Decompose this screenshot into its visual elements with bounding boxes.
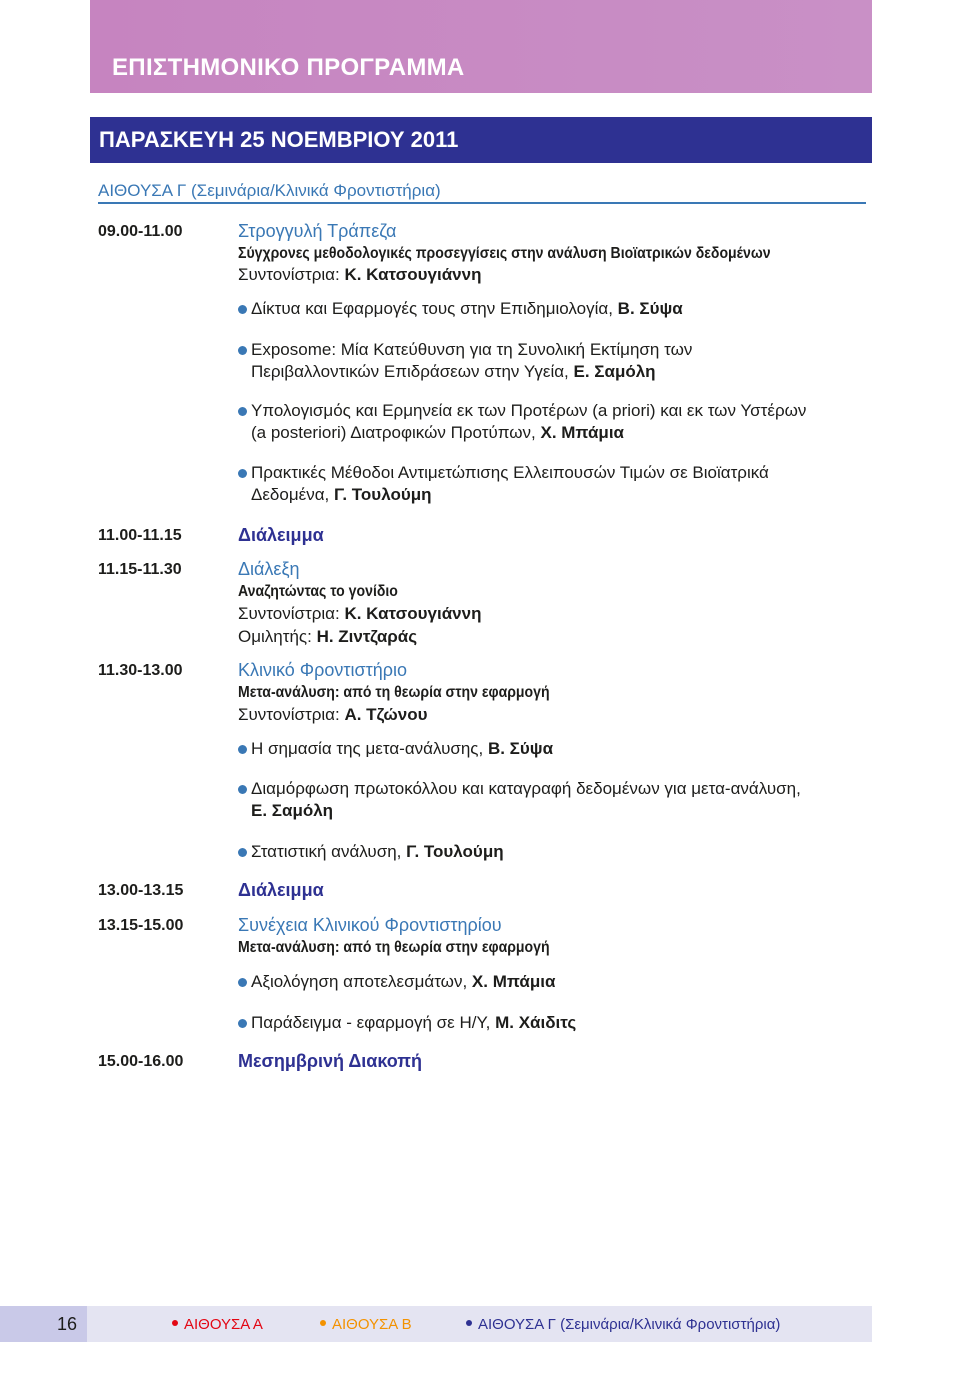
talk-item: [238, 400, 806, 444]
session-title: Μεσημβρινή Διακοπή: [238, 1051, 423, 1071]
speaker-name: Η. Ζιντζαράς: [316, 627, 418, 646]
day-band: [90, 117, 872, 163]
session-time: 11.15-11.30: [98, 561, 182, 578]
session-coordinator: [238, 604, 481, 624]
talk-title: Exposome: Μία Κατεύθυνση για τη Συνολική Εκτίμηση των: [251, 340, 693, 359]
session-title: Διάλειμμα: [238, 880, 324, 900]
talk-title: Δίκτυα και Εφαρμογές τους στην Επιδημιολογία,: [251, 299, 618, 318]
session-subtitle: Αναζητώντας το γονίδιο: [238, 583, 398, 600]
coordinator-name: Α. Τζώνου: [344, 705, 428, 724]
talk-item: [238, 1012, 576, 1034]
talk-title-cont: (a posteriori) Διατροφικών Προτύπων,: [251, 423, 541, 442]
bullet-icon: [238, 469, 247, 478]
page-title: ΕΠΙΣΤΗΜΟΝΙΚΟ ΠΡΟΓΡΑΜΜΑ: [112, 54, 465, 81]
talk-speaker: Β. Σύψα: [617, 299, 683, 318]
session-speaker: [238, 627, 417, 647]
header-band: [90, 0, 872, 93]
session-title: Στρογγυλή Τράπεζα: [238, 221, 397, 241]
session-title: Διάλειμμα: [238, 525, 324, 545]
legend-label: ΑΙΘΟΥΣΑ Γ (Σεμινάρια/Κλινικά Φροντιστήρια): [478, 1316, 781, 1333]
bullet-icon: [238, 346, 247, 355]
session-coordinator: [238, 265, 481, 285]
session-subtitle: Μετα-ανάλυση: από τη θεωρία στην εφαρμογή: [238, 939, 550, 956]
footer: [0, 1306, 960, 1342]
session-time: 13.15-15.00: [98, 917, 184, 934]
coordinator-label: Συντονίστρια:: [238, 265, 345, 284]
talk-title: Στατιστική ανάλυση,: [251, 842, 407, 861]
bullet-icon: [238, 745, 247, 754]
coordinator-name: Κ. Κατσουγιάννη: [344, 265, 482, 284]
talk-speaker: Μ. Χάιδιτς: [495, 1013, 577, 1032]
speaker-label: Ομιλητής:: [238, 627, 317, 646]
talk-item: [238, 462, 769, 506]
legend-label: ΑΙΘΟΥΣΑ Β: [332, 1316, 412, 1333]
talk-speaker: Χ. Μπάμια: [471, 972, 556, 991]
bullet-icon: [238, 1019, 247, 1028]
talk-title-cont: Δεδομένα,: [251, 485, 334, 504]
bullet-icon: [238, 848, 247, 857]
legend-label: ΑΙΘΟΥΣΑ Α: [184, 1316, 263, 1333]
session-time: 11.00-11.15: [98, 527, 182, 544]
talk-title-cont: Περιβαλλοντικών Επιδράσεων στην Υγεία,: [251, 362, 574, 381]
session-subtitle: Σύγχρονες μεθοδολογικές προσεγγίσεις στην ανάλυση Βιοϊατρικών δεδομένων: [238, 245, 771, 262]
talk-title: Πρακτικές Μέθοδοι Αντιμετώπισης Ελλειπουσών Τιμών σε Βιοϊατρικά: [251, 463, 769, 482]
talk-speaker: Χ. Μπάμια: [540, 423, 624, 442]
bullet-icon: [238, 785, 247, 794]
legend-item-room-c: [466, 1316, 780, 1333]
talk-item: [238, 339, 692, 383]
session-title: Διάλεξη: [238, 559, 300, 579]
session-title: Συνέχεια Κλινικού Φροντιστηρίου: [238, 915, 502, 935]
session-title: Κλινικό Φροντιστήριο: [238, 660, 407, 680]
bullet-icon: [466, 1320, 472, 1326]
coordinator-label: Συντονίστρια:: [238, 705, 345, 724]
talk-speaker: Γ. Τουλούμη: [334, 485, 432, 504]
talk-title: Υπολογισμός και Ερμηνεία εκ των Προτέρων (a priori) και εκ των Υστέρων: [251, 401, 807, 420]
session-time: 11.30-13.00: [98, 662, 183, 679]
bullet-icon: [238, 978, 247, 987]
day-title: ΠΑΡΑΣΚΕΥΗ 25 ΝΟΕΜΒΡΙΟΥ 2011: [99, 127, 459, 152]
bullet-icon: [172, 1320, 178, 1326]
talk-item: [238, 298, 683, 320]
talk-title: Η σημασία της μετα-ανάλυσης,: [251, 739, 488, 758]
talk-item: [238, 971, 555, 993]
talk-speaker: Ε. Σαμόλη: [573, 362, 656, 381]
talk-item: [238, 778, 801, 822]
session-subtitle: Μετα-ανάλυση: από τη θεωρία στην εφαρμογή: [238, 684, 550, 701]
session-time: 15.00-16.00: [98, 1053, 184, 1070]
coordinator-label: Συντονίστρια:: [238, 604, 345, 623]
talk-title: Αξιολόγηση αποτελεσμάτων,: [251, 972, 472, 991]
talk-speaker: Ε. Σαμόλη: [251, 801, 334, 820]
bullet-icon: [238, 407, 247, 416]
session-time: 13.00-13.15: [98, 882, 184, 899]
talk-item: [238, 738, 553, 760]
page-number: 16: [56, 1314, 77, 1334]
room-divider: [98, 202, 866, 204]
coordinator-name: Κ. Κατσουγιάννη: [344, 604, 482, 623]
talk-item: [238, 841, 504, 863]
page-number-box: [0, 1306, 87, 1342]
room-heading: ΑΙΘΟΥΣΑ Γ (Σεμινάρια/Κλινικά Φροντιστήρια): [98, 181, 441, 200]
bullet-icon: [238, 305, 247, 314]
session-coordinator: [238, 705, 428, 725]
legend-item-room-b: [320, 1316, 412, 1333]
talk-title: Παράδειγμα - εφαρμογή σε Η/Υ,: [251, 1013, 496, 1032]
legend-item-room-a: [172, 1316, 263, 1333]
talk-speaker: Γ. Τουλούμη: [406, 842, 504, 861]
bullet-icon: [320, 1320, 326, 1326]
talk-title: Διαμόρφωση πρωτοκόλλου και καταγραφή δεδομένων για μετα-ανάλυση,: [251, 779, 801, 798]
talk-speaker: Β. Σύψα: [487, 739, 554, 758]
session-time: 09.00-11.00: [98, 223, 183, 240]
